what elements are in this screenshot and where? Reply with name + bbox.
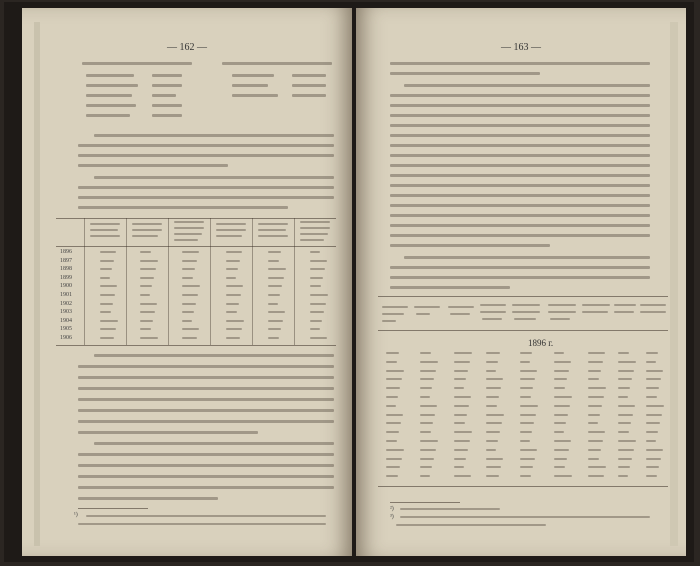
page-number: — 162 — xyxy=(167,42,207,53)
open-book xyxy=(4,2,694,562)
footnote-marker: ¹) xyxy=(74,512,78,518)
right-page xyxy=(356,8,686,556)
table-cell: 1906 xyxy=(60,334,72,341)
footnote xyxy=(356,8,686,556)
page-number: — 163 — xyxy=(501,42,541,53)
table-cell: 1902 xyxy=(60,300,72,307)
table-cell: 1897 xyxy=(60,257,72,264)
table-cell: 1896 xyxy=(60,249,72,255)
table-cell: 1903 xyxy=(60,309,72,316)
footnote-marker: ³) xyxy=(390,514,394,520)
footnote xyxy=(22,8,352,556)
table-cell: 1905 xyxy=(60,326,72,333)
table-cell: 1900 xyxy=(60,283,72,290)
table-cell: 1904 xyxy=(60,317,72,324)
table-cell: 1899 xyxy=(60,274,72,281)
table-cell: 1898 xyxy=(60,266,72,273)
table-cell: 1901 xyxy=(60,291,72,298)
table-year-heading: 1896 г. xyxy=(528,338,554,348)
left-page xyxy=(22,8,352,556)
footnote-marker: ²) xyxy=(390,506,394,512)
